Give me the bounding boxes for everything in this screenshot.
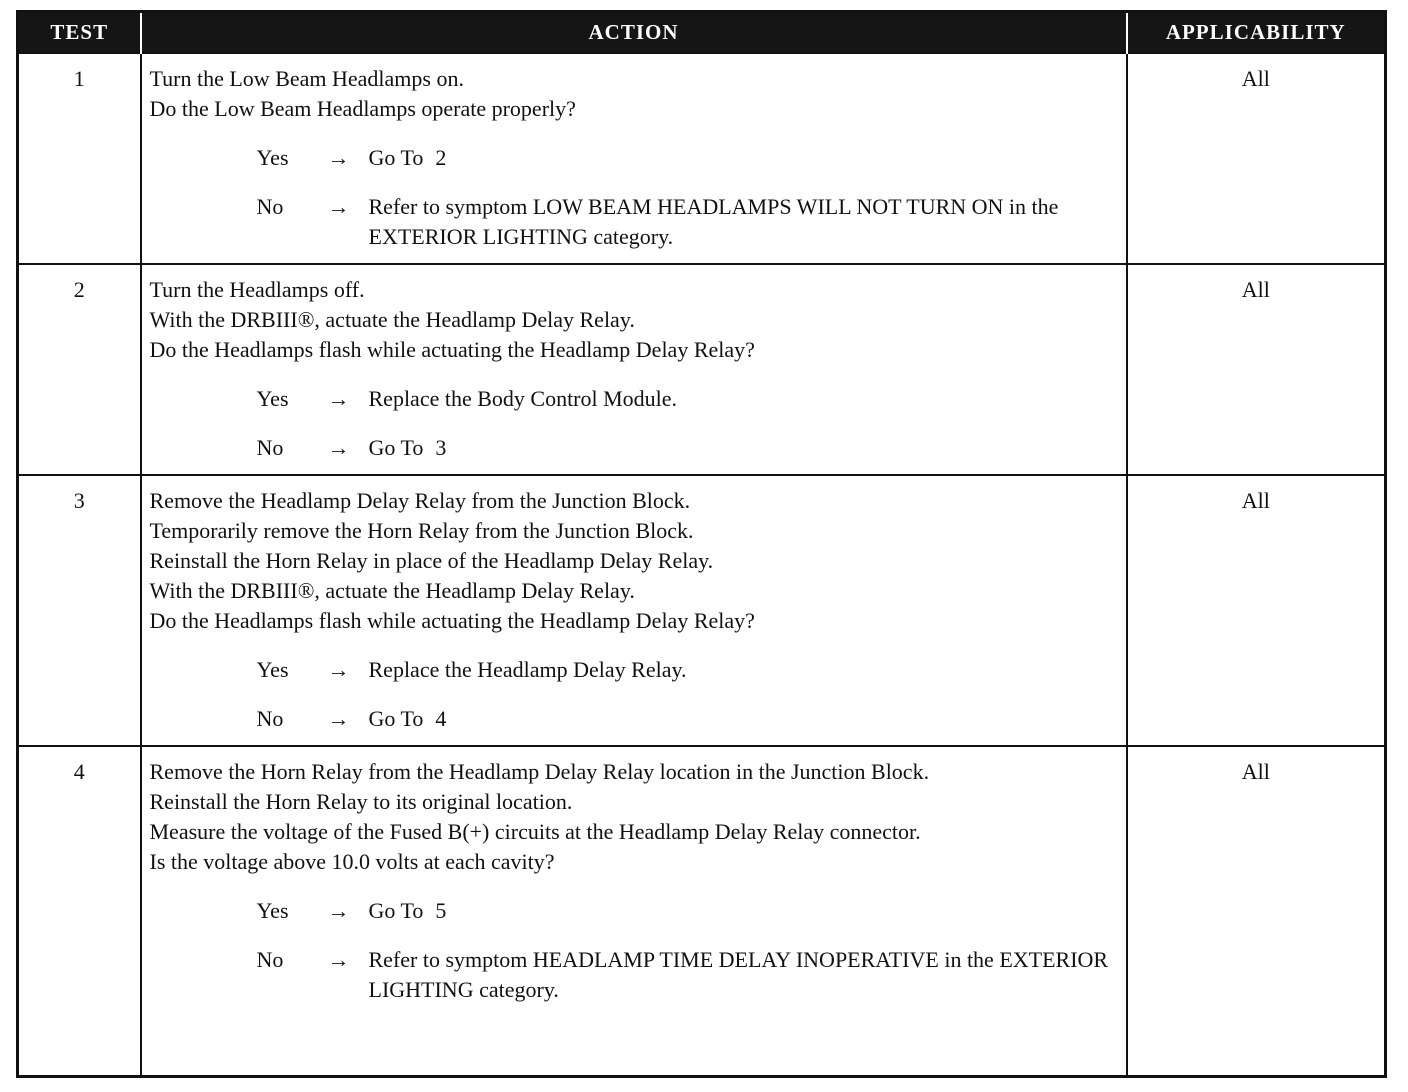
no-outcome <box>369 704 1118 734</box>
header-applicability: APPLICABILITY <box>1127 12 1386 54</box>
yes-label: Yes <box>256 657 289 682</box>
goto-number: 3 <box>435 435 447 460</box>
action-step: Reinstall the Horn Relay to its original location. <box>149 789 573 814</box>
goto-number: 5 <box>435 898 447 923</box>
arrow-icon: → <box>327 386 350 411</box>
yes-outcome: Replace the Headlamp Delay Relay. <box>368 657 687 682</box>
no-result <box>257 433 1118 463</box>
test-number: 2 <box>18 264 141 475</box>
yes-label: Yes <box>256 898 289 923</box>
yes-outcome: Replace the Body Control Module. <box>368 386 678 411</box>
arrow-icon: → <box>327 194 350 219</box>
arrow-icon: → <box>327 898 350 923</box>
arrow-icon: → <box>327 706 350 731</box>
action-step: Reinstall the Horn Relay in place of the Headlamp Delay Relay. <box>149 548 714 573</box>
yes-label: Yes <box>256 386 289 411</box>
action-step: Remove the Headlamp Delay Relay from the Junction Block. <box>149 488 691 513</box>
header-action: ACTION <box>141 12 1127 54</box>
action-step: Turn the Headlamps off. <box>149 277 365 302</box>
goto-text: Go To <box>368 898 424 923</box>
goto-number: 2 <box>435 145 447 170</box>
test-number: 1 <box>18 53 141 264</box>
yes-outcome <box>369 896 1118 926</box>
goto-text: Go To <box>368 435 424 460</box>
goto-text: Go To <box>368 145 424 170</box>
goto-number: 4 <box>435 706 447 731</box>
action-cell <box>141 53 1127 264</box>
diagnostic-test-table <box>16 10 1387 1078</box>
table-row <box>18 53 1386 264</box>
action-step: Do the Low Beam Headlamps operate properly? <box>149 96 576 121</box>
arrow-icon: → <box>327 145 350 170</box>
applicability-value: All <box>1127 475 1386 746</box>
applicability-value: All <box>1127 746 1386 1076</box>
yes-result <box>257 384 1118 414</box>
action-step: Turn the Low Beam Headlamps on. <box>149 66 464 91</box>
no-outcome <box>369 433 1118 463</box>
action-step: Temporarily remove the Horn Relay from the Junction Block. <box>149 518 694 543</box>
action-cell <box>141 746 1127 1076</box>
action-step: Do the Headlamps flash while actuating the Headlamp Delay Relay? <box>149 608 755 633</box>
arrow-icon: → <box>327 657 350 682</box>
action-step: Remove the Horn Relay from the Headlamp Delay Relay location in the Junction Block. <box>149 759 930 784</box>
yes-result <box>257 655 1118 685</box>
no-label: No <box>256 706 284 731</box>
table-row <box>18 264 1386 475</box>
test-number: 3 <box>18 475 141 746</box>
table-header-row <box>18 12 1386 54</box>
no-outcome: Refer to symptom HEADLAMP TIME DELAY INOPERATIVE in the EXTERIOR LIGHTING category. <box>368 947 1109 1002</box>
goto-text: Go To <box>368 706 424 731</box>
arrow-icon: → <box>327 947 350 972</box>
table-row <box>18 746 1386 1076</box>
no-label: No <box>256 194 284 219</box>
test-number: 4 <box>18 746 141 1076</box>
table-row <box>18 475 1386 746</box>
no-result <box>257 192 1118 252</box>
action-cell <box>141 264 1127 475</box>
action-step: Is the voltage above 10.0 volts at each cavity? <box>149 849 555 874</box>
no-result <box>257 704 1118 734</box>
action-step: Measure the voltage of the Fused B(+) circuits at the Headlamp Delay Relay connector. <box>149 819 921 844</box>
applicability-value: All <box>1127 264 1386 475</box>
no-outcome: Refer to symptom LOW BEAM HEADLAMPS WILL NOT TURN ON in the EXTERIOR LIGHTING category. <box>368 194 1059 249</box>
yes-label: Yes <box>256 145 289 170</box>
action-cell <box>141 475 1127 746</box>
action-step: With the DRBIII®, actuate the Headlamp Delay Relay. <box>149 307 635 332</box>
action-step: Do the Headlamps flash while actuating the Headlamp Delay Relay? <box>149 337 755 362</box>
no-label: No <box>256 947 284 972</box>
header-test: TEST <box>18 12 141 54</box>
yes-result <box>257 896 1118 926</box>
arrow-icon: → <box>327 435 350 460</box>
yes-outcome <box>369 143 1118 173</box>
yes-result <box>257 143 1118 173</box>
no-label: No <box>256 435 284 460</box>
applicability-value: All <box>1127 53 1386 264</box>
no-result <box>257 945 1118 1005</box>
action-step: With the DRBIII®, actuate the Headlamp Delay Relay. <box>149 578 635 603</box>
